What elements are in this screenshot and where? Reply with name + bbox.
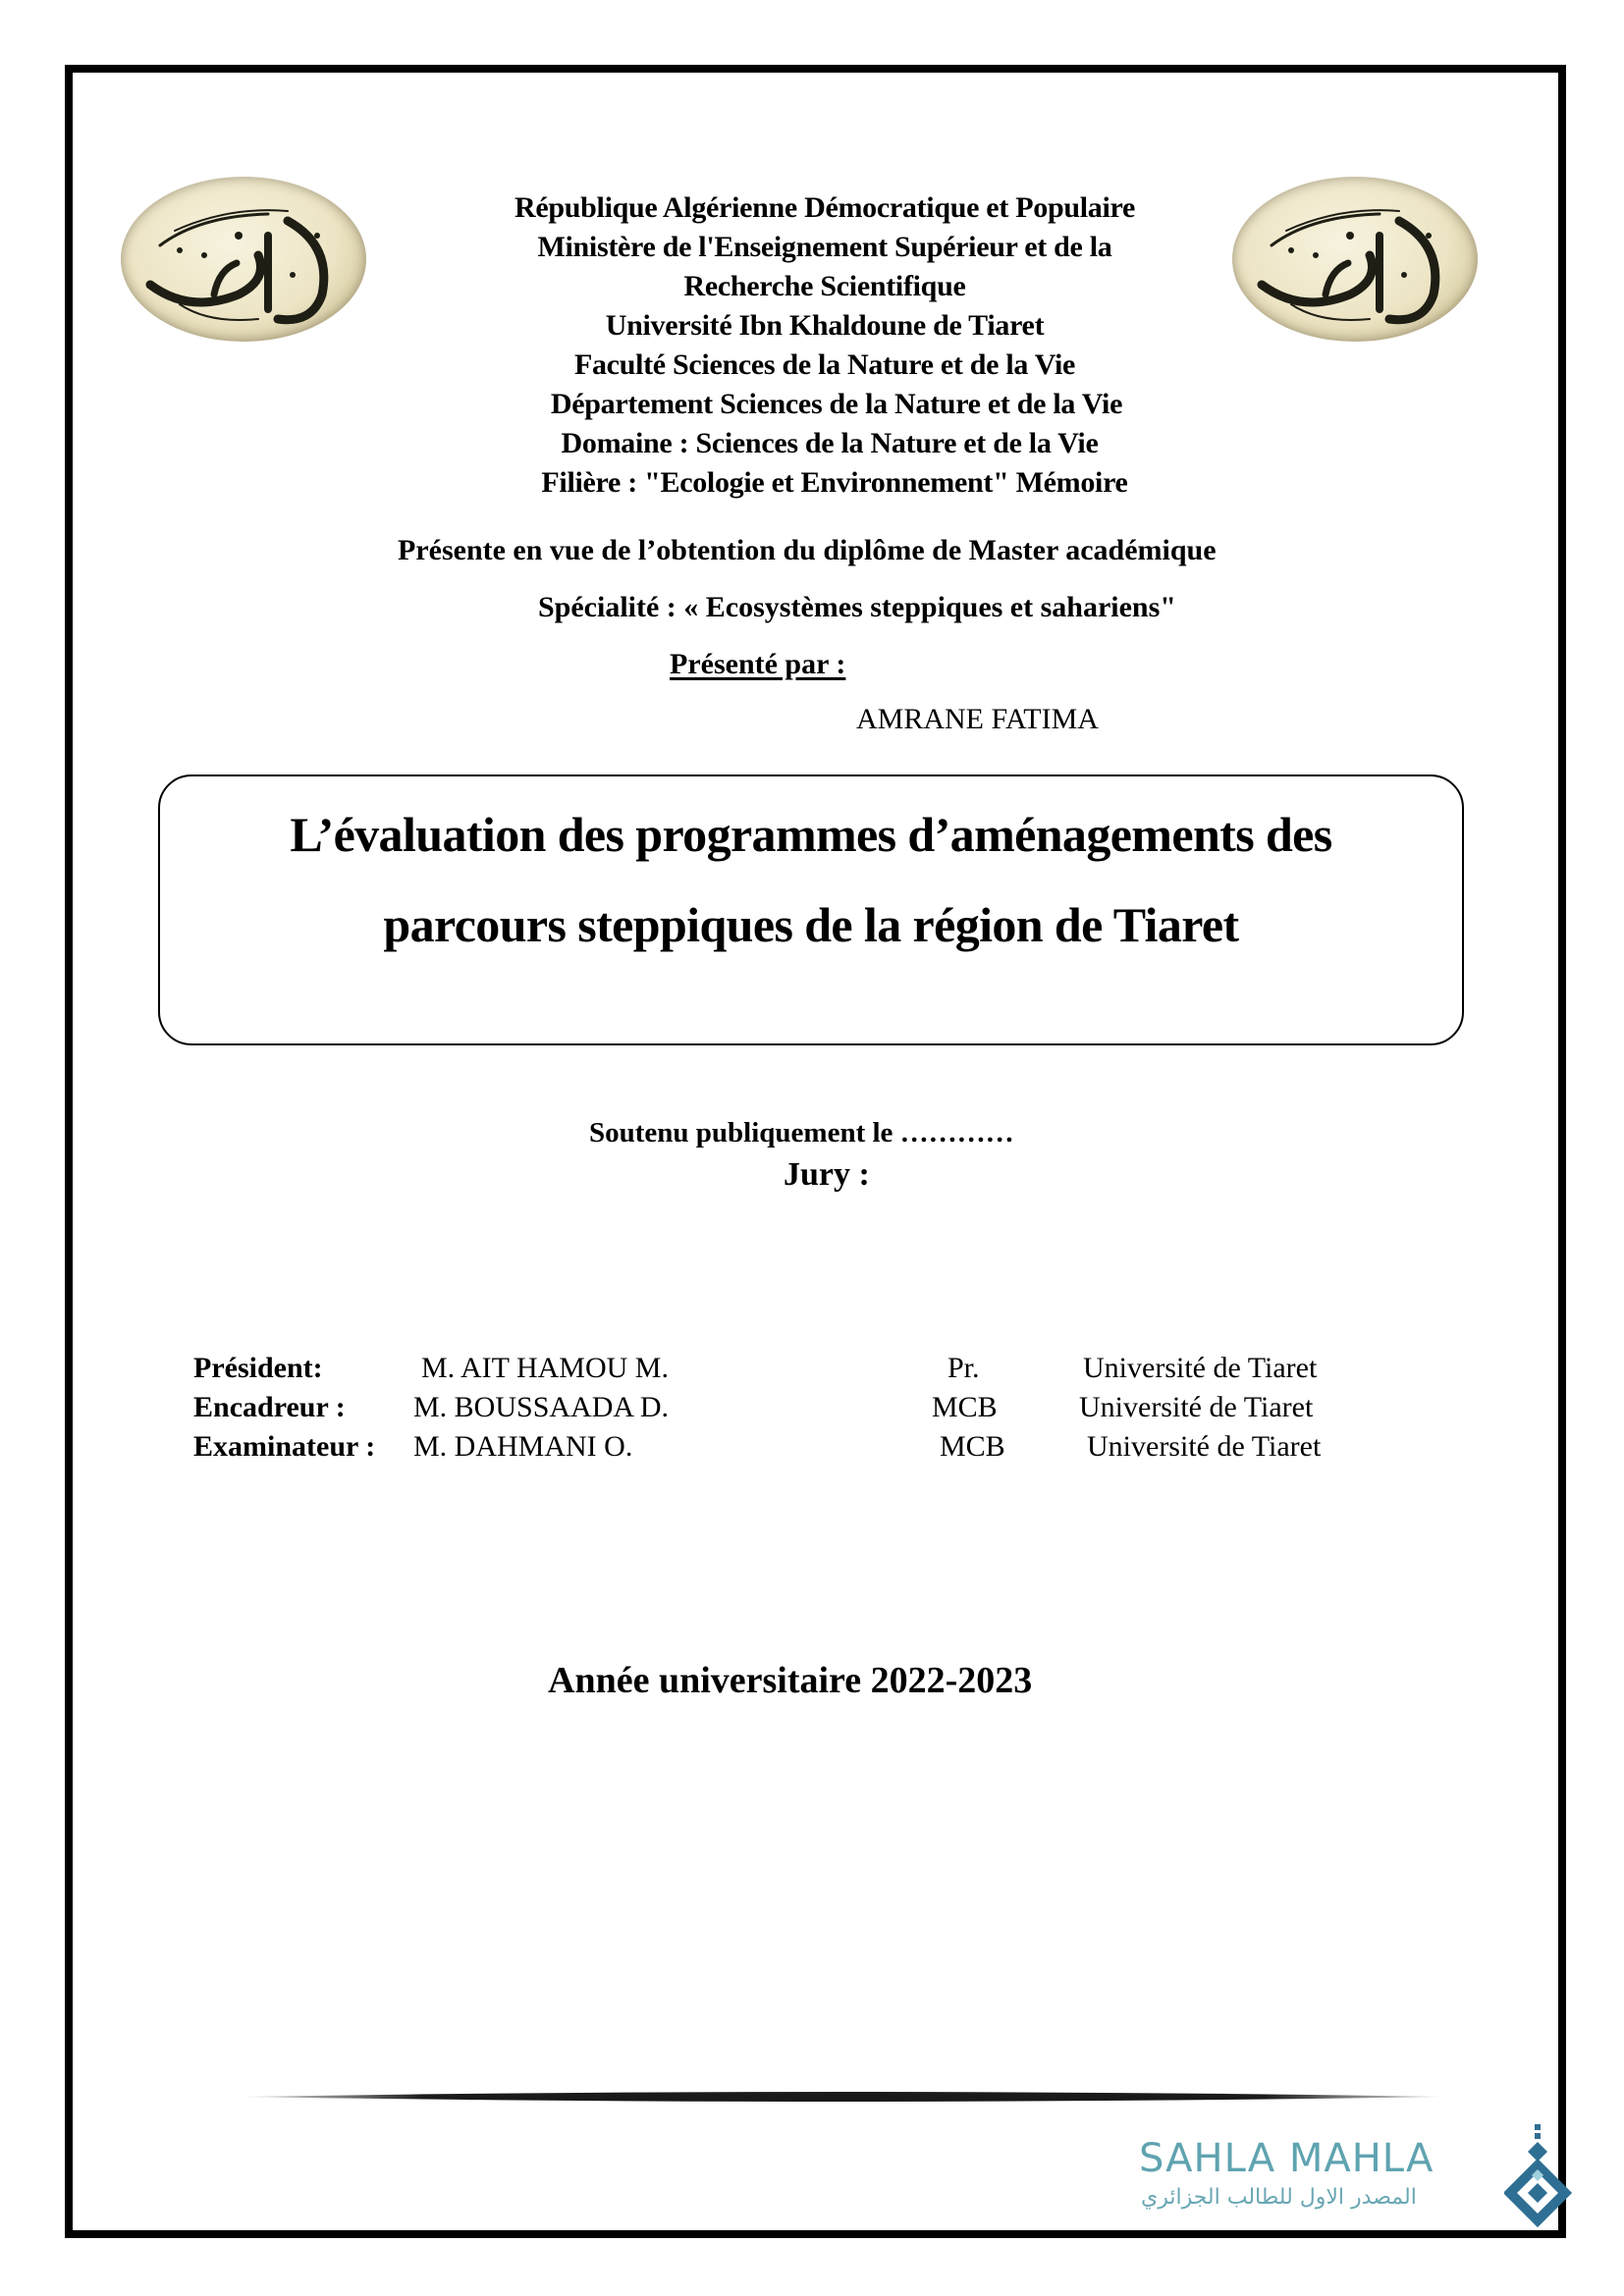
- jury-grade: MCB: [932, 1391, 998, 1423]
- presented-by-label: Présenté par :: [670, 648, 846, 680]
- decorative-divider: [245, 2091, 1443, 2103]
- jury-grade: Pr.: [947, 1352, 980, 1384]
- academic-year: Année universitaire 2022-2023: [548, 1660, 1033, 1701]
- header-line-republic: République Algérienne Démocratique et Populaire: [514, 191, 1135, 224]
- jury-role: Examinateur :: [193, 1430, 376, 1463]
- specialty: Spécialité : « Ecosystèmes steppiques et sahariens": [538, 591, 1176, 623]
- jury-name: M. BOUSSAADA D.: [413, 1391, 670, 1423]
- watermark-tagline: المصدر الاول للطالب الجزائري: [1141, 2185, 1417, 2210]
- sahla-mahla-watermark: [1129, 2136, 1561, 2224]
- university-seal-icon-left: [121, 177, 366, 342]
- jury-name: M. DAHMANI O.: [413, 1430, 633, 1463]
- jury-name: M. AIT HAMOU M.: [421, 1352, 669, 1384]
- jury-institution: Université de Tiaret: [1087, 1430, 1322, 1463]
- jury-role: Président:: [193, 1352, 323, 1384]
- jury-role: Encadreur :: [193, 1391, 346, 1423]
- header-line-ministry: Ministère de l'Enseignement Supérieur et de la: [537, 231, 1112, 263]
- header-line-domain: Domaine : Sciences de la Nature et de la Vie: [561, 427, 1099, 459]
- header-line-university: Université Ibn Khaldoune de Tiaret: [605, 309, 1045, 342]
- jury-label: Jury :: [784, 1156, 870, 1193]
- sahla-mahla-logo-icon: [1504, 2124, 1573, 2232]
- header-line-field: Filière : "Ecologie et Environnement" Mémoire: [541, 466, 1128, 499]
- author-name: AMRANE FATIMA: [856, 703, 1099, 735]
- thesis-title-box: [158, 774, 1464, 1045]
- header-line-research: Recherche Scientifique: [683, 270, 966, 302]
- institution-header: [412, 188, 1237, 503]
- watermark-brand: SAHLA MAHLA: [1139, 2136, 1435, 2181]
- jury-institution: Université de Tiaret: [1079, 1391, 1314, 1423]
- header-line-faculty: Faculté Sciences de la Nature et de la Vie: [573, 348, 1076, 381]
- degree-purpose: Présente en vue de l’obtention du diplôme de Master académique: [398, 534, 1217, 566]
- defense-date: Soutenu publiquement le …………: [589, 1117, 1014, 1148]
- thesis-title-line-2: parcours steppiques de la région de Tiaret: [383, 897, 1239, 952]
- university-seal-icon-right: [1232, 177, 1478, 342]
- jury-institution: Université de Tiaret: [1083, 1352, 1318, 1384]
- jury-grade: MCB: [940, 1430, 1005, 1463]
- header-line-department: Département Sciences de la Nature et de la Vie: [550, 388, 1123, 420]
- thesis-title-line-1: L’évaluation des programmes d’aménagements des: [290, 807, 1332, 862]
